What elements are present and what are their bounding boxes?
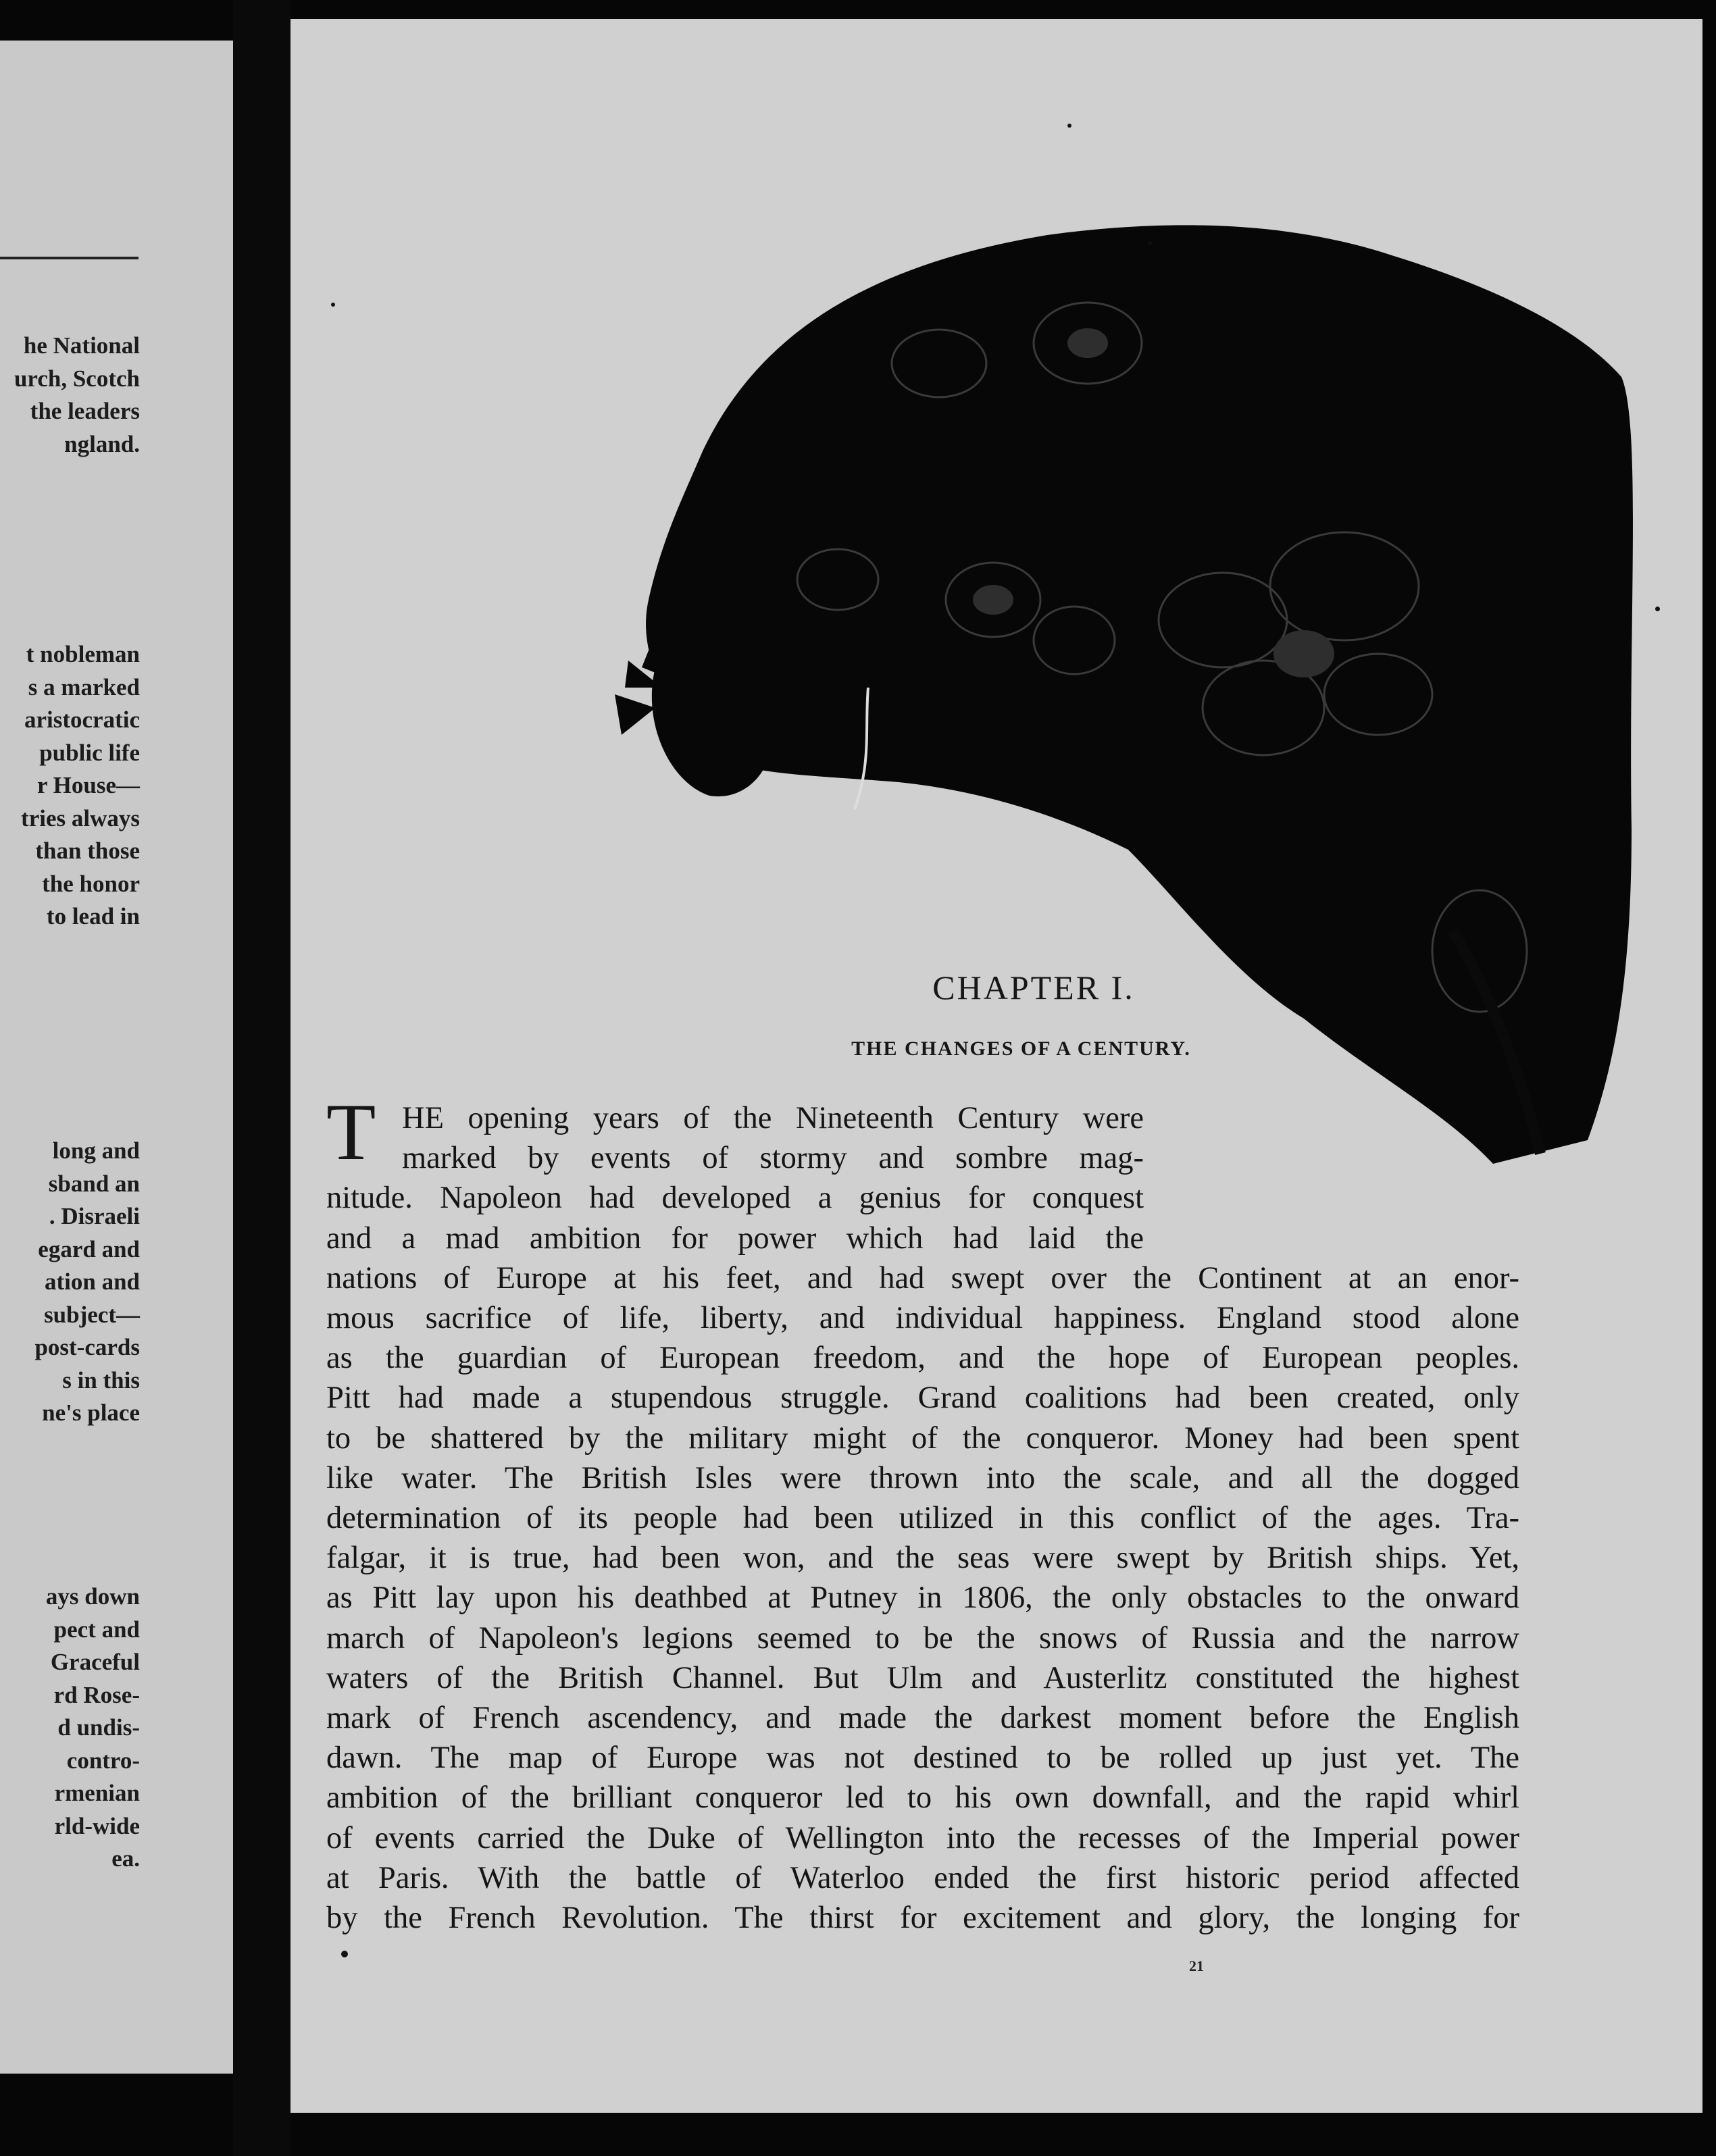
text-line: ne's place — [42, 1400, 140, 1426]
text-line: d undis- — [57, 1714, 140, 1741]
text-line: by the French Revolution. The thirst for excitement and glory, the longing for — [326, 1901, 1519, 1936]
ink-speck — [341, 1951, 348, 1957]
text-line: as the guardian of European freedom, and the hope of European peoples. — [326, 1341, 1519, 1376]
text-line: s in this — [62, 1366, 140, 1393]
text-line: than those — [35, 838, 140, 864]
facing-page-text-block-1 — [14, 330, 140, 461]
body-text — [326, 1087, 1519, 1938]
text-line: ation and — [44, 1268, 140, 1295]
text-line: t nobleman — [26, 641, 140, 667]
text-line: the leaders — [30, 398, 140, 424]
text-line: march of Napoleon's legions seemed to be the snows of Russia and the narrow — [326, 1620, 1519, 1656]
text-line: mous sacrifice of life, liberty, and individual happiness. England stood alone — [326, 1301, 1519, 1336]
text-line: urch, Scotch — [14, 365, 140, 392]
text-line: at Paris. With the battle of Waterloo ended the first historic period affected — [326, 1860, 1519, 1895]
page-number: 21 — [1189, 1957, 1204, 1974]
text-line: the honor — [42, 870, 140, 897]
ink-speck — [331, 303, 335, 307]
text-line: rd Rose- — [53, 1681, 140, 1708]
text-line: pect and — [53, 1616, 140, 1643]
text-line: marked by events of stormy and sombre mag- — [402, 1141, 1144, 1176]
text-line: long and — [52, 1137, 140, 1164]
text-line: subject— — [44, 1301, 140, 1328]
text-line: tries always — [21, 804, 140, 831]
chapter-subtitle: THE CHANGES OF A CENTURY. — [851, 1037, 1191, 1060]
text-line: falgar, it is true, had been won, and the seas were swept by British ships. Yet, — [326, 1541, 1519, 1576]
text-line: as Pitt lay upon his deathbed at Putney in 1806, the only obstacles to the onward — [326, 1581, 1519, 1616]
text-line: . Disraeli — [49, 1203, 140, 1229]
text-line: and a mad ambition for power which had laid the — [326, 1221, 1144, 1256]
text-line: post-cards — [34, 1334, 140, 1360]
text-line: ambition of the brilliant conqueror led to his own downfall, and the rapid whirl — [326, 1780, 1519, 1816]
section-rule — [0, 257, 138, 259]
chapter-title: CHAPTER I. — [932, 969, 1135, 1006]
text-line: public life — [39, 739, 140, 766]
text-line: T HE opening years of the Nineteenth Century were — [326, 1087, 1144, 1177]
text-line: ays down — [45, 1583, 140, 1610]
text-line: ea. — [111, 1845, 140, 1872]
text-line: ngland. — [64, 430, 140, 457]
text-line: Pitt had made a stupendous struggle. Grand coalitions had been created, only — [326, 1381, 1519, 1416]
text-line: he National — [23, 332, 140, 359]
ink-speck — [1149, 242, 1152, 245]
text-line: mark of French ascendency, and made the darkest moment before the English — [326, 1701, 1519, 1736]
text-line: like water. The British Isles were thrown into the scale, and all the dogged — [326, 1460, 1519, 1495]
text-line: s a marked — [28, 673, 140, 700]
text-line: rld-wide — [54, 1812, 140, 1839]
text-line: dawn. The map of Europe was not destined to be rolled up just yet. The — [326, 1741, 1519, 1776]
ink-speck — [1067, 124, 1071, 128]
text-line: egard and — [38, 1235, 140, 1262]
text-line: waters of the British Channel. But Ulm and Austerlitz constituted the highest — [326, 1660, 1519, 1695]
text-line: to be shattered by the military might of the conqueror. Money had been spent — [326, 1420, 1519, 1456]
book-page — [291, 19, 1702, 2113]
text-line: rmenian — [54, 1780, 140, 1806]
text-line: sband an — [48, 1170, 140, 1197]
text-line: nitude. Napoleon had developed a genius for conquest — [326, 1181, 1144, 1216]
text-line: determination of its people had been utilized in this conflict of the ages. Tra- — [326, 1501, 1519, 1536]
text-line: nations of Europe at his feet, and had swept over the Continent at an enor- — [326, 1260, 1519, 1295]
text-line: r House— — [37, 772, 140, 798]
text-line: aristocratic — [24, 707, 140, 733]
facing-page-text-block-2 — [21, 638, 140, 933]
text-line: contro- — [66, 1747, 140, 1774]
text-line: of events carried the Duke of Wellington into the recesses of the Imperial power — [326, 1820, 1519, 1855]
binding-gutter — [233, 0, 291, 2156]
text-line: to lead in — [46, 903, 140, 929]
facing-page-text-block-3 — [34, 1135, 140, 1430]
drop-cap: T — [326, 1087, 376, 1177]
facing-page-text-block-4 — [46, 1581, 140, 1876]
text-line: Graceful — [50, 1649, 140, 1675]
violet-floral-illustration — [615, 222, 1716, 1235]
ink-speck — [1655, 607, 1660, 611]
facing-page-fragment — [0, 41, 235, 2074]
